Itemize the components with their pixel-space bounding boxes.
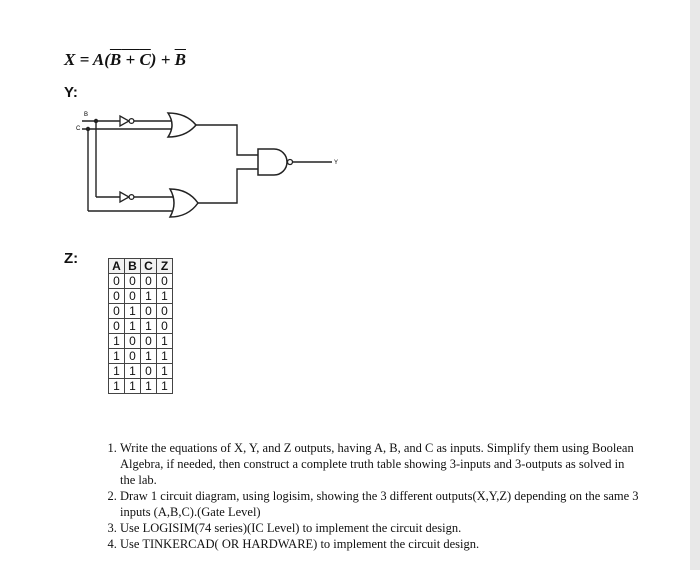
cell: 0 [125,289,141,304]
col-header-z: Z [157,259,173,274]
cell: 0 [157,274,173,289]
page-edge [690,0,700,570]
cell: 1 [125,304,141,319]
cell: 1 [125,319,141,334]
eq-b-over-group [110,50,151,69]
cell: 1 [125,364,141,379]
task-item-4: 4. Use TINKERCAD( OR HARDWARE) to implement the circuit design. [120,536,640,552]
not-bubble-lower [129,195,134,200]
task-list [98,440,640,552]
cell: 1 [141,349,157,364]
cell: 0 [125,274,141,289]
cell: 1 [109,364,125,379]
input-b-label: B [84,112,89,118]
y-label: Y: [64,84,78,101]
wire-or1-out [196,125,258,155]
not-gate-upper [120,116,129,126]
table-row [109,334,173,349]
cell: 1 [157,379,173,394]
cell: 0 [141,274,157,289]
cell: 0 [109,289,125,304]
cell: 1 [157,289,173,304]
table-row [109,379,173,394]
eq-b: B [109,50,122,69]
cell: 1 [109,334,125,349]
eq-close: ) + [150,50,175,69]
cell: 0 [109,304,125,319]
or-gate-upper [168,113,196,137]
cell: 1 [141,379,157,394]
table-row [109,364,173,379]
cell: 0 [157,304,173,319]
y-circuit-diagram [62,105,352,233]
cell: 1 [157,364,173,379]
z-label: Z: [64,250,79,267]
eq-plus: + [121,50,140,69]
cell: 0 [141,364,157,379]
table-row [109,304,173,319]
or-gate-lower [170,189,198,217]
not-bubble-upper [129,119,134,124]
nand-bubble [288,160,293,165]
z-truth-table [108,258,173,394]
output-y-label: Y [334,160,339,166]
cell: 1 [125,379,141,394]
cell: 0 [109,274,125,289]
cell: 0 [157,319,173,334]
wire-or2-out [198,169,258,203]
cell: 1 [141,319,157,334]
cell: 0 [125,349,141,364]
task-item-2: 2. Draw 1 circuit diagram, using logisim, showing the 3 different outputs(X,Y,Z) depending on the same 3 inputs (A,B,C).(Gate Level) [120,488,640,520]
table-row [109,319,173,334]
table-row [109,274,173,289]
task-item-3: 3. Use LOGISIM(74 series)(IC Level) to implement the circuit design. [120,520,640,536]
cell: 1 [141,289,157,304]
cell: 0 [141,304,157,319]
col-header-b: B [125,259,141,274]
cell: 0 [141,334,157,349]
eq-c: C [139,50,151,69]
cell: 0 [109,319,125,334]
col-header-c: C [141,259,157,274]
nand-gate [258,149,287,175]
eq-prefix: X = A( [64,50,110,69]
eq-b-bar: $\overline{B}$ [174,50,186,69]
task-item-1: 1. Write the equations of X, Y, and Z outputs, having A, B, and C as inputs. Simplify them using Boolean Algebra, if needed, then construct a complete truth table showing 3-inputs and 3-outputs as solved in the lab. [120,440,640,488]
not-gate-lower [120,192,129,202]
cell: 1 [157,349,173,364]
cell: 0 [125,334,141,349]
table-row [109,349,173,364]
input-c-label: C [76,126,81,132]
cell: 1 [109,349,125,364]
col-header-a: A [109,259,125,274]
cell: 1 [109,379,125,394]
truth-table-header-row [109,259,173,274]
table-row [109,289,173,304]
x-equation [64,50,186,70]
cell: 1 [157,334,173,349]
